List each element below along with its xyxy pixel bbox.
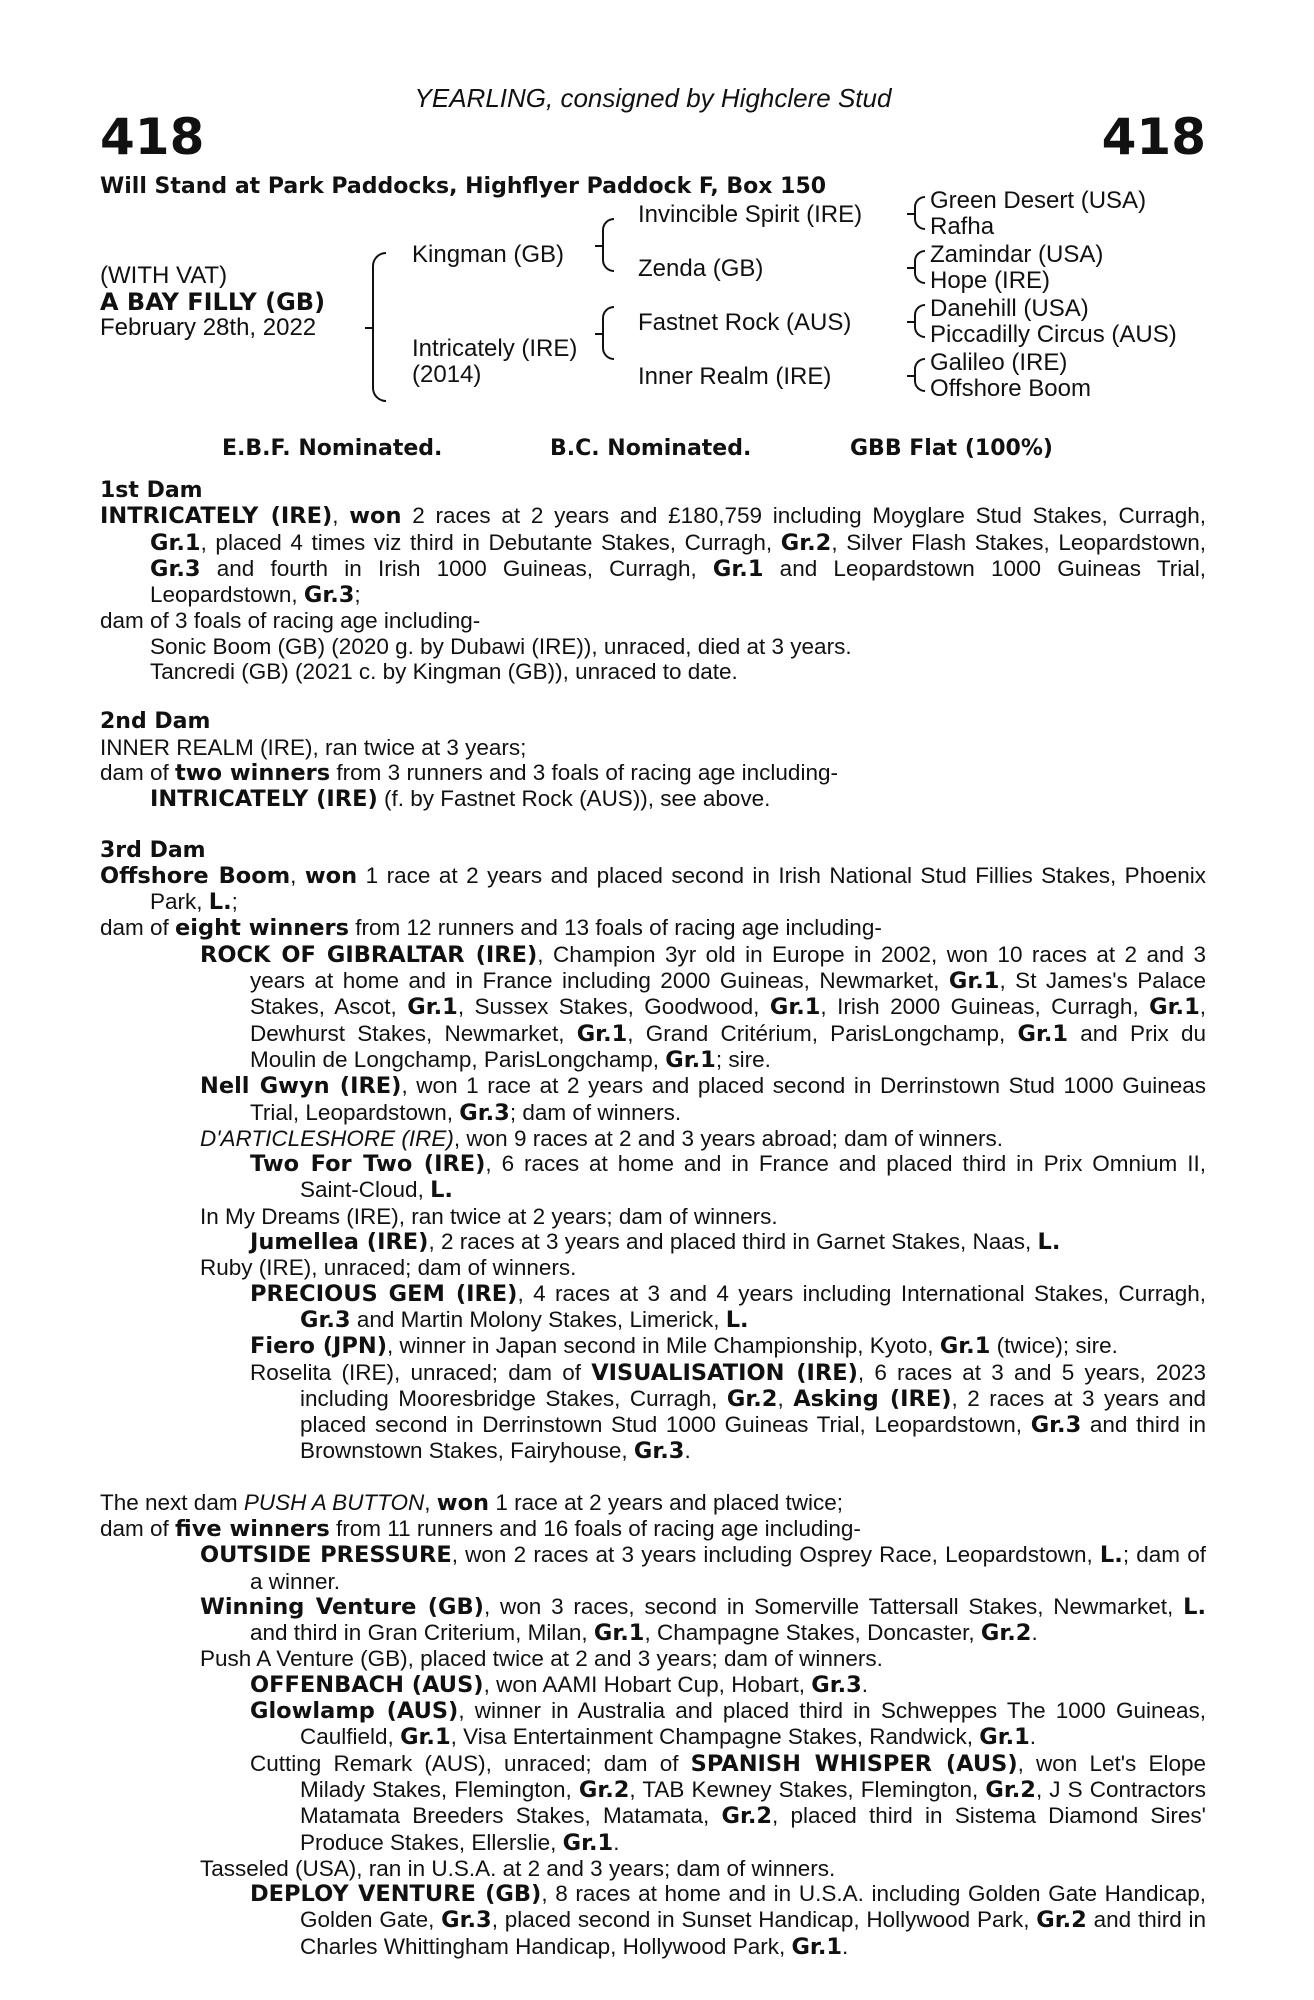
- produce-item: [100, 1698, 1206, 1751]
- text: dam of: [100, 1515, 176, 1541]
- grade: Gr.2: [578, 1776, 630, 1803]
- gg-6: Piccadilly Circus (AUS): [930, 321, 1177, 348]
- catalogue-page: [100, 82, 1206, 1960]
- gg-1: Green Desert (USA): [930, 187, 1147, 214]
- lot-number-right: 418: [1101, 108, 1206, 166]
- won-word: won: [304, 862, 358, 889]
- grade: Gr.1: [712, 555, 764, 582]
- text: ; dam of a winner.: [250, 1542, 1206, 1594]
- next-dam-intro: [100, 1490, 1206, 1516]
- grade: Gr.2: [985, 1776, 1036, 1803]
- text: , 6 races at home and in France and placed third in Prix Omnium II, Saint-Cloud,: [300, 1151, 1206, 1203]
- text: , won 3 races, second in Somerville Tattersall Stakes, Newmarket,: [483, 1593, 1184, 1619]
- text: and Martin Molony Stakes, Limerick,: [350, 1306, 726, 1332]
- pedigree-brace-2a: [602, 218, 614, 272]
- produce-item: [100, 1542, 1206, 1594]
- horse-name: SPANISH WHISPER (AUS): [690, 1750, 1018, 1777]
- horse-name: PRECIOUS GEM (IRE): [250, 1280, 518, 1307]
- text: 1 race at 2 years and placed second in Irish National Stud Fillies Stakes, Phoenix Park,: [150, 862, 1206, 915]
- text: .: [861, 1671, 869, 1697]
- produce-item: Tancredi (GB) (2021 c. by Kingman (GB)), unraced to date.: [150, 659, 738, 685]
- produce-item: [100, 1073, 1206, 1126]
- produce-item: [100, 1881, 1206, 1960]
- text: , won 9 races at 2 and 3 years abroad; dam of winners.: [453, 1125, 1003, 1151]
- grade: Gr.1: [1017, 1020, 1069, 1047]
- horse-name: D'ARTICLESHORE (IRE): [200, 1125, 454, 1151]
- text: , 8 races at home and in U.S.A. including Golden Gate Handicap, Golden Gate,: [300, 1881, 1207, 1933]
- winners-count: five winners: [175, 1515, 330, 1542]
- sire-dam: Zenda (GB): [638, 255, 764, 282]
- produce-item: Push A Venture (GB), placed twice at 2 and 3 years; dam of winners.: [200, 1646, 883, 1672]
- text: The next dam: [100, 1489, 244, 1515]
- horse-name: OFFENBACH (AUS): [250, 1671, 484, 1698]
- produce-item: [100, 1281, 1206, 1334]
- grade: Gr.1: [400, 1724, 451, 1751]
- grade: Gr.1: [665, 1046, 716, 1073]
- horse-name: Glowlamp (AUS): [250, 1698, 459, 1725]
- won-word: won: [436, 1489, 490, 1516]
- text: , won 1 race at 2 years and placed second in Derrinstown Stud 1000 Guineas Trial, Leopardstown,: [250, 1073, 1206, 1125]
- dam-dam: Inner Realm (IRE): [638, 363, 832, 390]
- grade: Gr.3: [150, 555, 201, 582]
- text: , Grand Critérium, ParisLongchamp,: [627, 1020, 1018, 1046]
- record-text: 2 races at 2 years and £180,759 including Moyglare Stud Stakes, Curragh,: [401, 503, 1206, 529]
- record-text: , Silver Flash Stakes, Leopardstown,: [831, 529, 1206, 555]
- text: , St James's Palace Stakes, Ascot,: [250, 968, 1207, 1020]
- grade: L.: [430, 1177, 453, 1204]
- horse-name: VISUALISATION (IRE): [591, 1359, 858, 1386]
- produce-item: [100, 1672, 1206, 1698]
- third-dam-produce: [100, 915, 1206, 941]
- horse-name: OUTSIDE PRESSURE: [200, 1542, 452, 1569]
- first-dam-record: [100, 503, 1206, 608]
- produce-item: Tasseled (USA), ran in U.S.A. at 2 and 3 years; dam of winners.: [200, 1855, 836, 1881]
- pedigree-details: [100, 478, 1206, 1960]
- text: , placed third in Sistema Diamond Sires' Produce Stakes, Ellerslie,: [300, 1803, 1206, 1855]
- first-dam-heading: 1st Dam: [100, 478, 203, 503]
- pedigree-brace-3d: [914, 358, 925, 392]
- grade: Gr.1: [939, 1333, 991, 1360]
- second-dam-produce: [100, 760, 1206, 786]
- text: from 11 runners and 16 foals of racing age including-: [329, 1515, 861, 1541]
- text: ; sire.: [715, 1046, 771, 1072]
- produce-item: [100, 942, 1206, 1073]
- produce-item: [100, 1229, 1206, 1255]
- gbb-flat: GBB Flat (100%): [850, 436, 1053, 461]
- produce-item: [100, 1151, 1206, 1204]
- text: , TAB Kewney Stakes, Flemington,: [629, 1776, 986, 1802]
- sire-name: Kingman (GB): [412, 241, 565, 268]
- horse-name: Nell Gwyn (IRE): [200, 1073, 402, 1100]
- text: from 3 runners and 3 foals of racing age including-: [330, 759, 838, 785]
- grade: L.: [1183, 1593, 1206, 1620]
- horse-name: Jumellea (IRE): [250, 1229, 429, 1256]
- text: , J S Contractors Matamata Breeders Stakes, Matamata,: [300, 1776, 1206, 1829]
- produce-item: [100, 786, 1206, 812]
- grade: Gr.3: [303, 582, 355, 609]
- foaling-date: February 28th, 2022: [100, 314, 317, 341]
- grade: Gr.2: [780, 529, 832, 556]
- third-dam-heading: 3rd Dam: [100, 837, 206, 863]
- winners-count: two winners: [175, 759, 331, 786]
- gg-5: Danehill (USA): [930, 295, 1089, 322]
- won-word: won: [349, 503, 402, 530]
- text: , 2 races at 3 years and placed second in Derrinstown Stud 1000 Guineas Trial, Leopardstown,: [300, 1385, 1206, 1438]
- grade: Gr.1: [1149, 994, 1200, 1021]
- text: Cutting Remark (AUS), unraced; dam of: [250, 1750, 691, 1776]
- text: , Sussex Stakes, Goodwood,: [457, 994, 770, 1020]
- text: , 2 races at 3 years and placed third in Garnet Stakes, Naas,: [428, 1229, 1038, 1255]
- grade: Gr.1: [593, 1620, 645, 1647]
- record-text: ;: [354, 582, 361, 608]
- grade: L.: [1099, 1542, 1123, 1569]
- record-text: , placed 4 times viz third in Debutante Stakes, Curragh,: [200, 529, 781, 555]
- grade: Gr.1: [407, 994, 458, 1021]
- pedigree-table: [100, 187, 1206, 430]
- horse-name: PUSH A BUTTON: [243, 1489, 425, 1515]
- ebf-nomination: E.B.F. Nominated.: [222, 436, 443, 461]
- stand-location: Will Stand at Park Paddocks, Highflyer Paddock F, Box 150: [100, 174, 827, 199]
- text: (twice); sire.: [990, 1333, 1118, 1359]
- horse-name: Fiero (JPN): [250, 1333, 387, 1360]
- first-dam-name: INTRICATELY (IRE): [100, 503, 333, 530]
- horse-name: Winning Venture (GB): [200, 1593, 484, 1620]
- next-dam-produce: [100, 1516, 1206, 1542]
- grade: L.: [208, 889, 232, 916]
- text: , placed second in Sunset Handicap, Hollywood Park,: [491, 1907, 1037, 1933]
- text: Roselita (IRE), unraced; dam of: [250, 1359, 592, 1385]
- record-text: and fourth in Irish 1000 Guineas, Curragh,: [200, 555, 713, 581]
- grade: L.: [725, 1306, 749, 1333]
- text: .: [1029, 1724, 1037, 1750]
- vat-label: (WITH VAT): [100, 262, 228, 289]
- produce-item: [100, 1594, 1206, 1647]
- text: .: [842, 1933, 849, 1959]
- text: dam of: [100, 759, 176, 785]
- pedigree-brace-3c: [914, 304, 925, 338]
- grade: Gr.3: [633, 1438, 685, 1465]
- winners-count: eight winners: [175, 915, 350, 942]
- grade: L.: [1037, 1229, 1061, 1256]
- grade: Gr.1: [979, 1724, 1030, 1751]
- dam-sire: Fastnet Rock (AUS): [638, 309, 852, 336]
- text: ,: [424, 1489, 437, 1515]
- gg-8: Offshore Boom: [930, 375, 1091, 402]
- horse-name: Two For Two (IRE): [250, 1151, 486, 1178]
- text: (f. by Fastnet Rock (AUS)), see above.: [377, 786, 771, 812]
- text: .: [1031, 1620, 1038, 1646]
- produce-item: [100, 1333, 1206, 1359]
- horse-name: Asking (IRE): [793, 1385, 952, 1412]
- text: ,: [777, 1385, 794, 1411]
- grade: Gr.3: [300, 1306, 351, 1333]
- text: ; dam of winners.: [509, 1099, 682, 1125]
- pedigree-brace-3a: [914, 196, 925, 230]
- grade: Gr.3: [459, 1099, 510, 1126]
- produce-item: Ruby (IRE), unraced; dam of winners.: [200, 1255, 577, 1281]
- dam-name: Intricately (IRE): [412, 335, 578, 362]
- grade: Gr.1: [769, 994, 821, 1021]
- pedigree-brace-1: [372, 252, 386, 402]
- grade: Gr.3: [811, 1671, 862, 1698]
- pedigree-brace-2b: [602, 306, 614, 360]
- text: , winner in Australia and placed third in Schweppes The 1000 Guineas, Caulfield,: [300, 1698, 1206, 1750]
- text: , Dewhurst Stakes, Newmarket,: [250, 994, 1206, 1046]
- sire-sire: Invincible Spirit (IRE): [638, 201, 863, 228]
- text: , won AAMI Hobart Cup, Hobart,: [483, 1671, 812, 1697]
- text: from 12 runners and 13 foals of racing age including-: [349, 915, 882, 941]
- text: , Visa Entertainment Champagne Stakes, Randwick,: [450, 1724, 980, 1750]
- second-dam-line: INNER REALM (IRE), ran twice at 3 years;: [100, 734, 527, 760]
- horse-name: Offshore Boom: [100, 862, 291, 889]
- text: and third in Gran Criterium, Milan,: [250, 1620, 594, 1646]
- third-dam-record: [100, 863, 1206, 916]
- produce-item: [100, 1360, 1206, 1465]
- nominations-row: [100, 430, 1206, 470]
- comma: ,: [332, 503, 350, 529]
- comma: ,: [290, 862, 305, 888]
- first-dam-produce-intro: dam of 3 foals of racing age including-: [100, 608, 481, 634]
- horse-name: INTRICATELY (IRE): [150, 786, 378, 813]
- text: , Champion 3yr old in Europe in 2002, won 10 races at 2 and 3 years at home and in France including 2000 Guineas, Newmarket,: [250, 941, 1206, 994]
- horse-name: DEPLOY VENTURE (GB): [250, 1881, 542, 1908]
- grade: Gr.1: [150, 529, 201, 556]
- produce-item: In My Dreams (IRE), ran twice at 2 years; dam of winners.: [200, 1203, 778, 1229]
- text: , 4 races at 3 and 4 years including International Stakes, Curragh,: [517, 1280, 1206, 1306]
- lot-number-left: 418: [100, 108, 205, 166]
- produce-item: [100, 1126, 1206, 1151]
- bc-nomination: B.C. Nominated.: [550, 436, 752, 461]
- text: and third in Charles Whittingham Handicap, Hollywood Park,: [300, 1907, 1207, 1959]
- record-text: and Leopardstown 1000 Guineas Trial, Leopardstown,: [150, 555, 1206, 608]
- text: , Champagne Stakes, Doncaster,: [644, 1620, 981, 1646]
- text: , winner in Japan second in Mile Championship, Kyoto,: [387, 1333, 940, 1359]
- lot-number-row: [100, 110, 1206, 164]
- text: , won 2 races at 3 years including Osprey Race, Leopardstown,: [451, 1542, 1100, 1568]
- consignment-line: YEARLING, consigned by Highclere Stud: [414, 83, 892, 113]
- second-dam-heading: 2nd Dam: [100, 709, 211, 735]
- text: , won Let's Elope Milady Stakes, Flemington,: [300, 1750, 1207, 1802]
- grade: Gr.3: [441, 1907, 492, 1934]
- pedigree-brace-3b: [914, 250, 925, 284]
- grade: Gr.2: [721, 1803, 773, 1830]
- gg-4: Hope (IRE): [930, 267, 1051, 294]
- produce-item: [100, 1751, 1206, 1856]
- grade: Gr.1: [576, 1020, 628, 1047]
- text: 1 race at 2 years and placed twice;: [489, 1489, 844, 1515]
- grade: Gr.1: [791, 1933, 843, 1960]
- text: .: [613, 1829, 620, 1855]
- grade: Gr.2: [1036, 1907, 1087, 1934]
- grade: Gr.1: [948, 968, 1000, 995]
- text: .: [684, 1438, 691, 1464]
- text: , Irish 2000 Guineas, Curragh,: [820, 994, 1150, 1020]
- text: dam of: [100, 915, 176, 941]
- gg-7: Galileo (IRE): [930, 349, 1068, 376]
- text: ;: [231, 889, 238, 915]
- horse-name: A BAY FILLY (GB): [100, 288, 326, 316]
- gg-3: Zamindar (USA): [930, 241, 1104, 268]
- grade: Gr.2: [726, 1385, 778, 1412]
- gg-2: Rafha: [930, 213, 995, 240]
- text: and Prix du Moulin de Longchamp, ParisLongchamp,: [250, 1020, 1206, 1072]
- grade: Gr.1: [562, 1829, 614, 1856]
- text: and third in Brownstown Stakes, Fairyhouse,: [300, 1412, 1206, 1464]
- grade: Gr.3: [1030, 1412, 1082, 1439]
- dam-year: (2014): [412, 361, 482, 388]
- horse-name: ROCK OF GIBRALTAR (IRE): [200, 941, 538, 968]
- grade: Gr.2: [980, 1620, 1032, 1647]
- text: , 6 races at 3 and 5 years, 2023 including Mooresbridge Stakes, Curragh,: [300, 1359, 1206, 1411]
- produce-item: Sonic Boom (GB) (2020 g. by Dubawi (IRE)), unraced, died at 3 years.: [150, 633, 852, 659]
